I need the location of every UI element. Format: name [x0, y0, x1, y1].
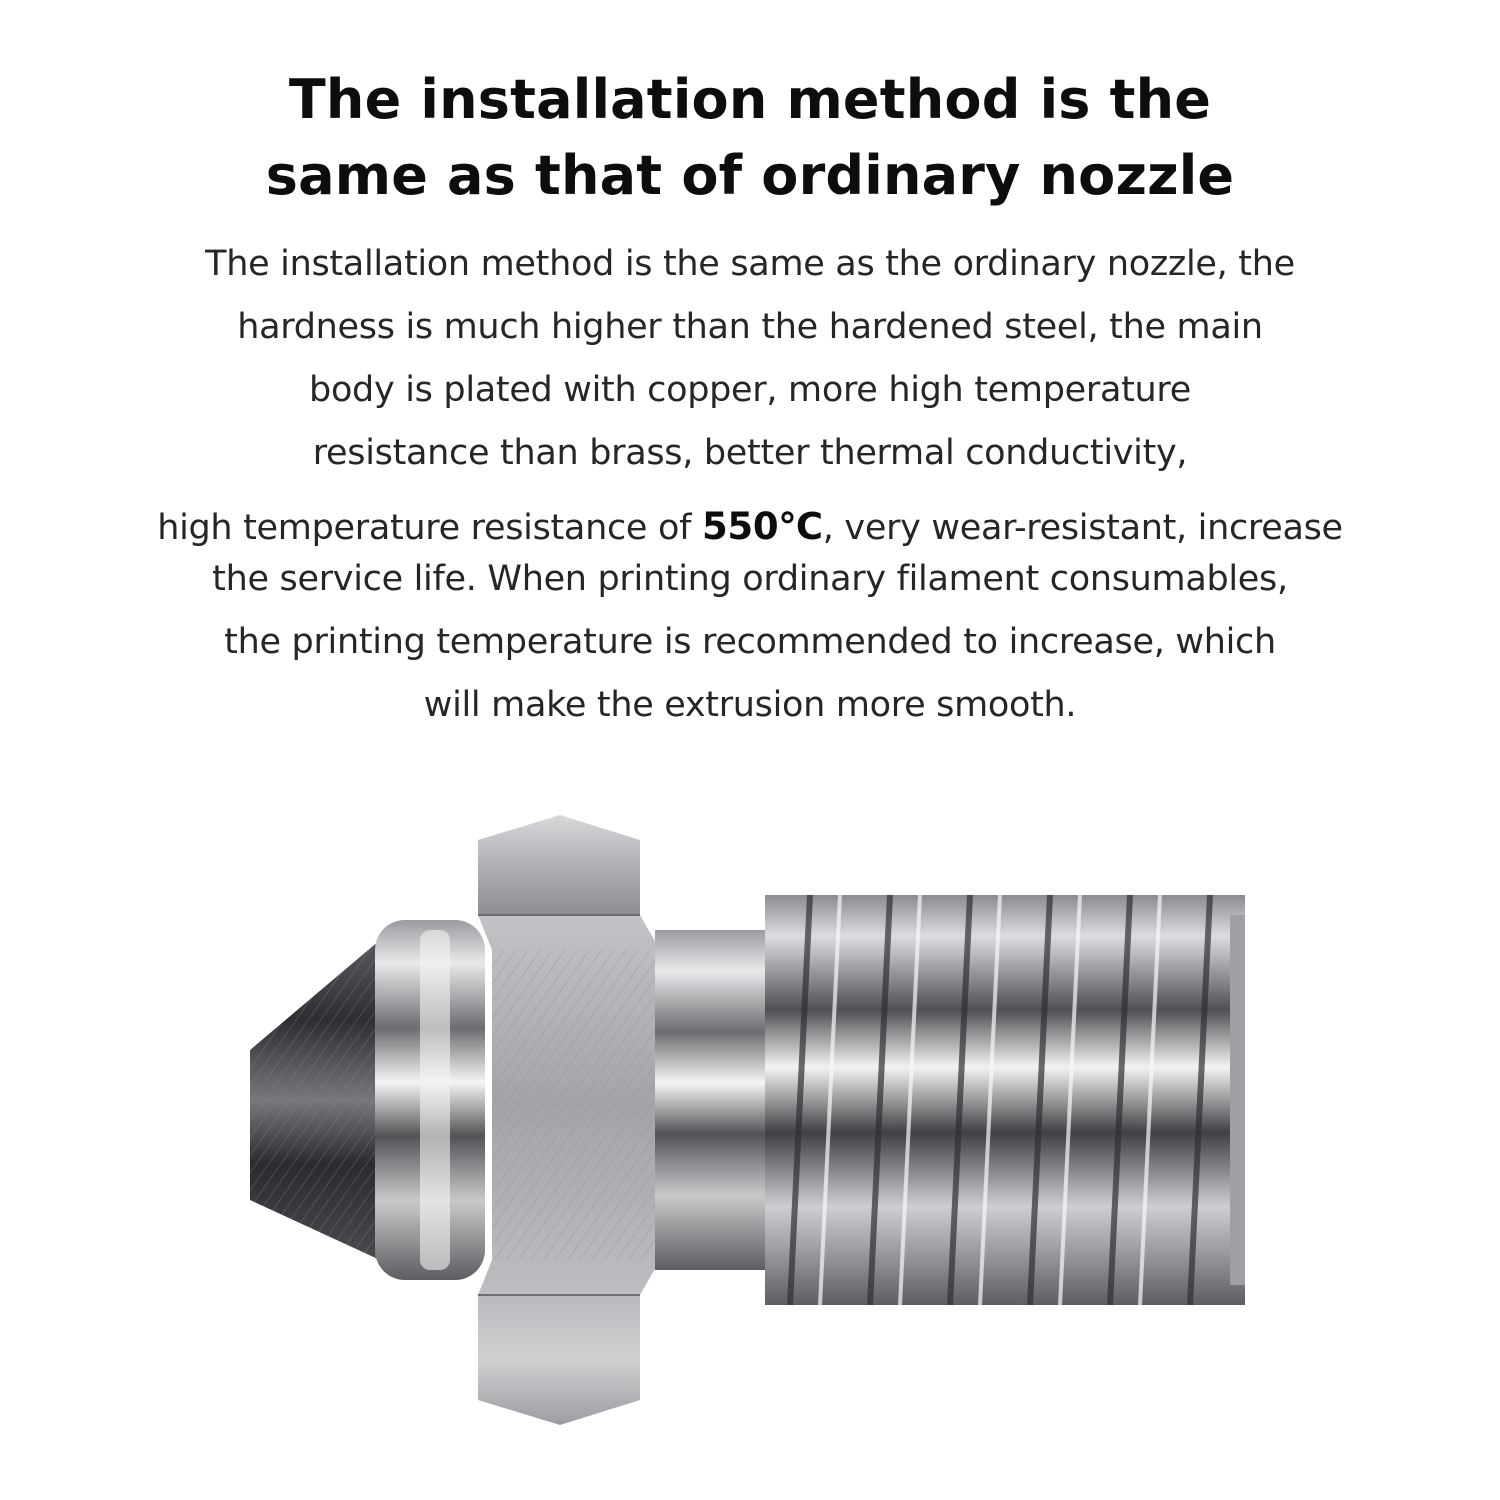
description-line-8: will make the extrusion more smooth.: [423, 685, 1077, 725]
nozzle-hex-body: [478, 815, 660, 1425]
description-line-7: the printing temperature is recommended to increase, which: [224, 622, 1276, 662]
nozzle-neck: [655, 930, 765, 1270]
description-line-6: the service life. When printing ordinary filament consumables,: [212, 559, 1288, 599]
description-line-5-pre: high temperature resistance of: [157, 508, 702, 548]
headline-line-1: The installation method is the: [288, 68, 1212, 131]
headline-line-2: same as that of ordinary nozzle: [265, 144, 1235, 207]
nozzle-photo: [230, 800, 1270, 1440]
description-line-3: body is plated with copper, more high temperature: [309, 370, 1191, 410]
temperature-highlight: 550℃: [701, 505, 823, 548]
description-line-2: hardness is much higher than the hardened steel, the main: [237, 307, 1263, 347]
description-line-4: resistance than brass, better thermal conductivity,: [312, 433, 1188, 473]
description-line-1: The installation method is the same as the ordinary nozzle, the: [205, 244, 1295, 284]
description-line-5-post: , very wear-resistant, increase: [822, 508, 1343, 548]
headline: [0, 62, 1500, 214]
nozzle-thread: [765, 895, 1245, 1305]
description-line-5: [0, 505, 1500, 548]
